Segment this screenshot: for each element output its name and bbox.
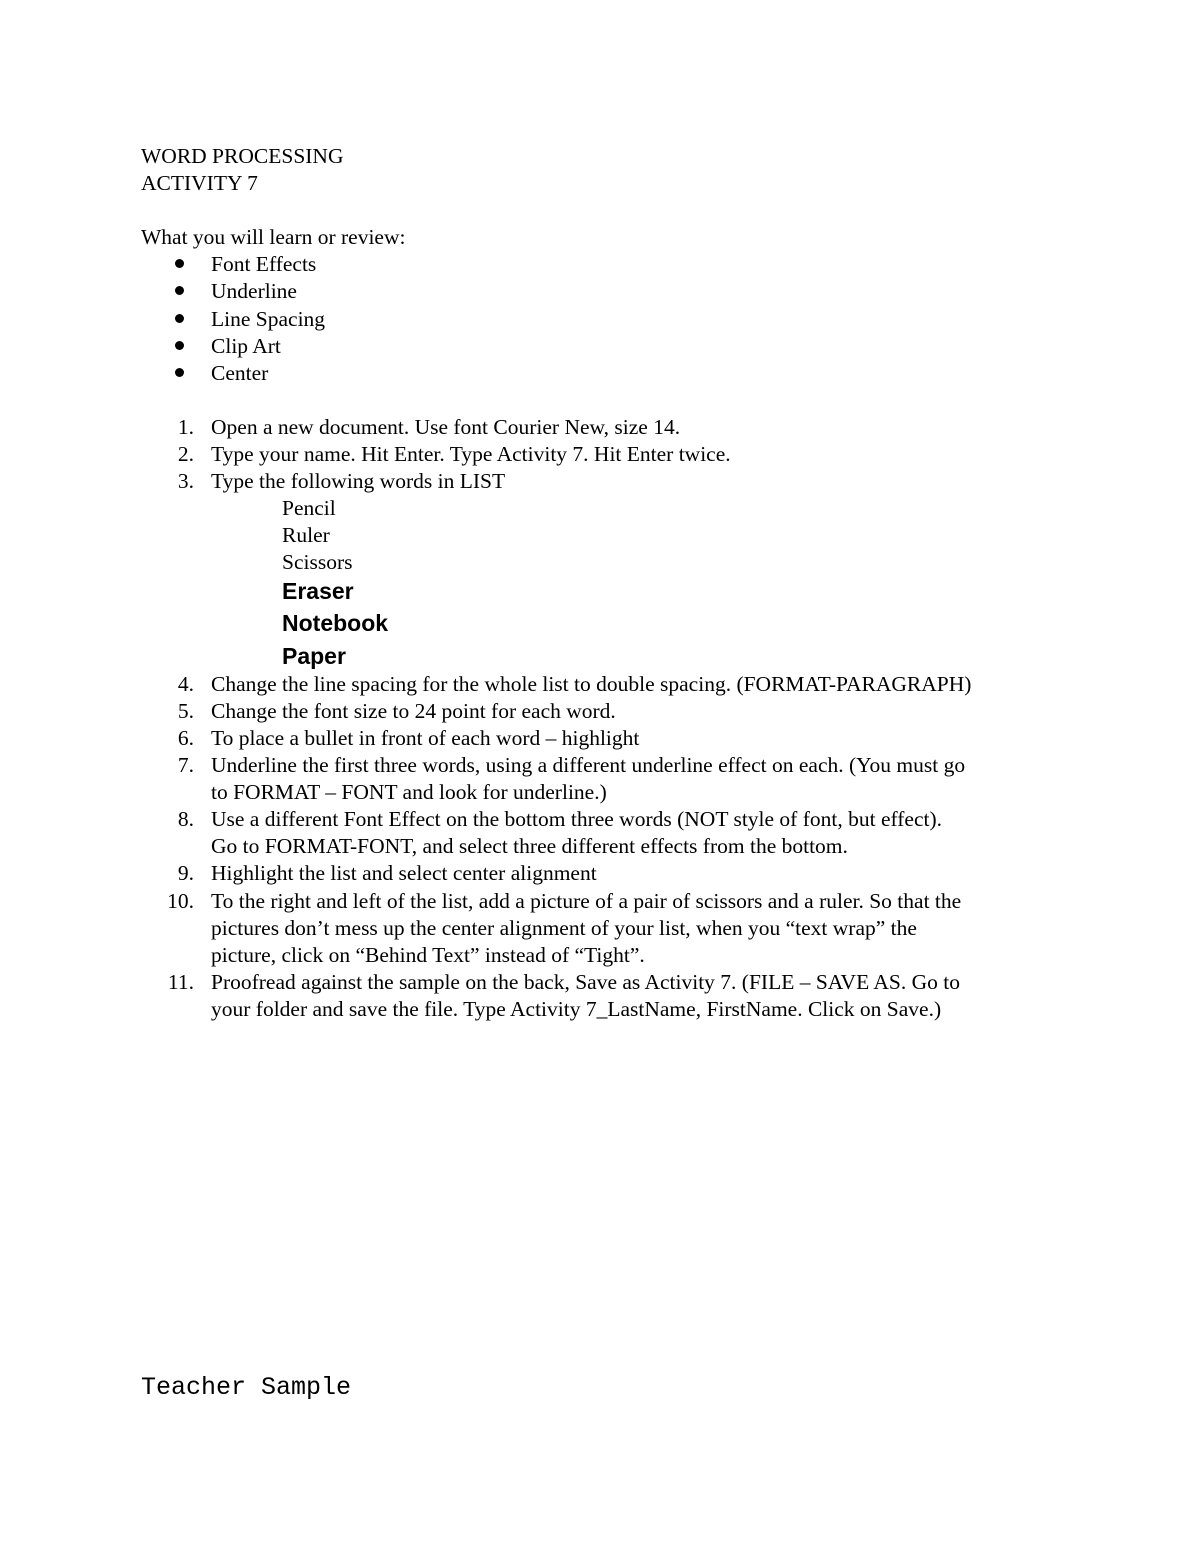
word-pencil: Pencil bbox=[282, 496, 336, 520]
step-text-continued: Go to FORMAT-FONT, and select three different effects from the bottom. bbox=[211, 834, 848, 858]
list-item: Center bbox=[211, 361, 269, 385]
step-text-continued: picture, click on “Behind Text” instead of “Tight”. bbox=[211, 943, 645, 967]
step-text: To the right and left of the list, add a picture of a pair of scissors and a ruler. So that the bbox=[211, 889, 962, 913]
intro-text: What you will learn or review: bbox=[141, 225, 406, 249]
activity-number: ACTIVITY 7 bbox=[141, 171, 258, 195]
step-text: Underline the first three words, using a different underline effect on each. (You must go bbox=[211, 753, 966, 777]
word-paper: Paper bbox=[282, 643, 346, 669]
step-text-continued: your folder and save the file. Type Activity 7_LastName, FirstName. Click on Save.) bbox=[211, 997, 942, 1021]
bullet-icon bbox=[175, 286, 184, 295]
list-item: Underline bbox=[211, 279, 297, 303]
bullet-icon bbox=[175, 259, 184, 268]
word-ruler: Ruler bbox=[282, 523, 330, 547]
step-number: 11. bbox=[167, 970, 194, 994]
bullet-icon bbox=[175, 341, 184, 350]
step-text: Use a different Font Effect on the bottom three words (NOT style of font, but effect). bbox=[211, 807, 943, 831]
step-number: 4. bbox=[177, 672, 194, 696]
word-scissors: Scissors bbox=[282, 550, 353, 574]
step-number: 3. bbox=[177, 469, 194, 493]
step-text: Type your name. Hit Enter. Type Activity 7. Hit Enter twice. bbox=[211, 442, 731, 466]
step-text: Change the line spacing for the whole list to double spacing. (FORMAT-PARAGRAPH) bbox=[211, 672, 972, 696]
list-item: Font Effects bbox=[211, 252, 317, 276]
word-notebook: Notebook bbox=[282, 610, 389, 636]
bullet-icon bbox=[175, 314, 184, 323]
step-number: 10. bbox=[167, 889, 194, 913]
list-item: Clip Art bbox=[211, 334, 281, 358]
step-text: Type the following words in LIST bbox=[211, 469, 506, 493]
step-number: 7. bbox=[177, 753, 194, 777]
document-title: WORD PROCESSING bbox=[141, 144, 344, 168]
teacher-sample-label: Teacher Sample bbox=[141, 1373, 352, 1402]
step-number: 9. bbox=[177, 861, 194, 885]
step-text-continued: pictures don’t mess up the center alignment of your list, when you “text wrap” the bbox=[211, 916, 917, 940]
step-number: 5. bbox=[177, 699, 194, 723]
bullet-icon bbox=[175, 368, 184, 377]
list-item: Line Spacing bbox=[211, 307, 326, 331]
step-text-continued: to FORMAT – FONT and look for underline.) bbox=[211, 780, 607, 804]
step-text: Change the font size to 24 point for each word. bbox=[211, 699, 616, 723]
step-text: Open a new document. Use font Courier New, size 14. bbox=[211, 415, 681, 439]
step-text: To place a bullet in front of each word – highlight bbox=[211, 726, 640, 750]
step-number: 2. bbox=[177, 442, 194, 466]
step-text: Highlight the list and select center alignment bbox=[211, 861, 597, 885]
step-number: 1. bbox=[177, 415, 194, 439]
step-number: 6. bbox=[177, 726, 194, 750]
word-eraser: Eraser bbox=[282, 578, 354, 604]
step-number: 8. bbox=[177, 807, 194, 831]
step-text: Proofread against the sample on the back, Save as Activity 7. (FILE – SAVE AS. Go to bbox=[211, 970, 961, 994]
